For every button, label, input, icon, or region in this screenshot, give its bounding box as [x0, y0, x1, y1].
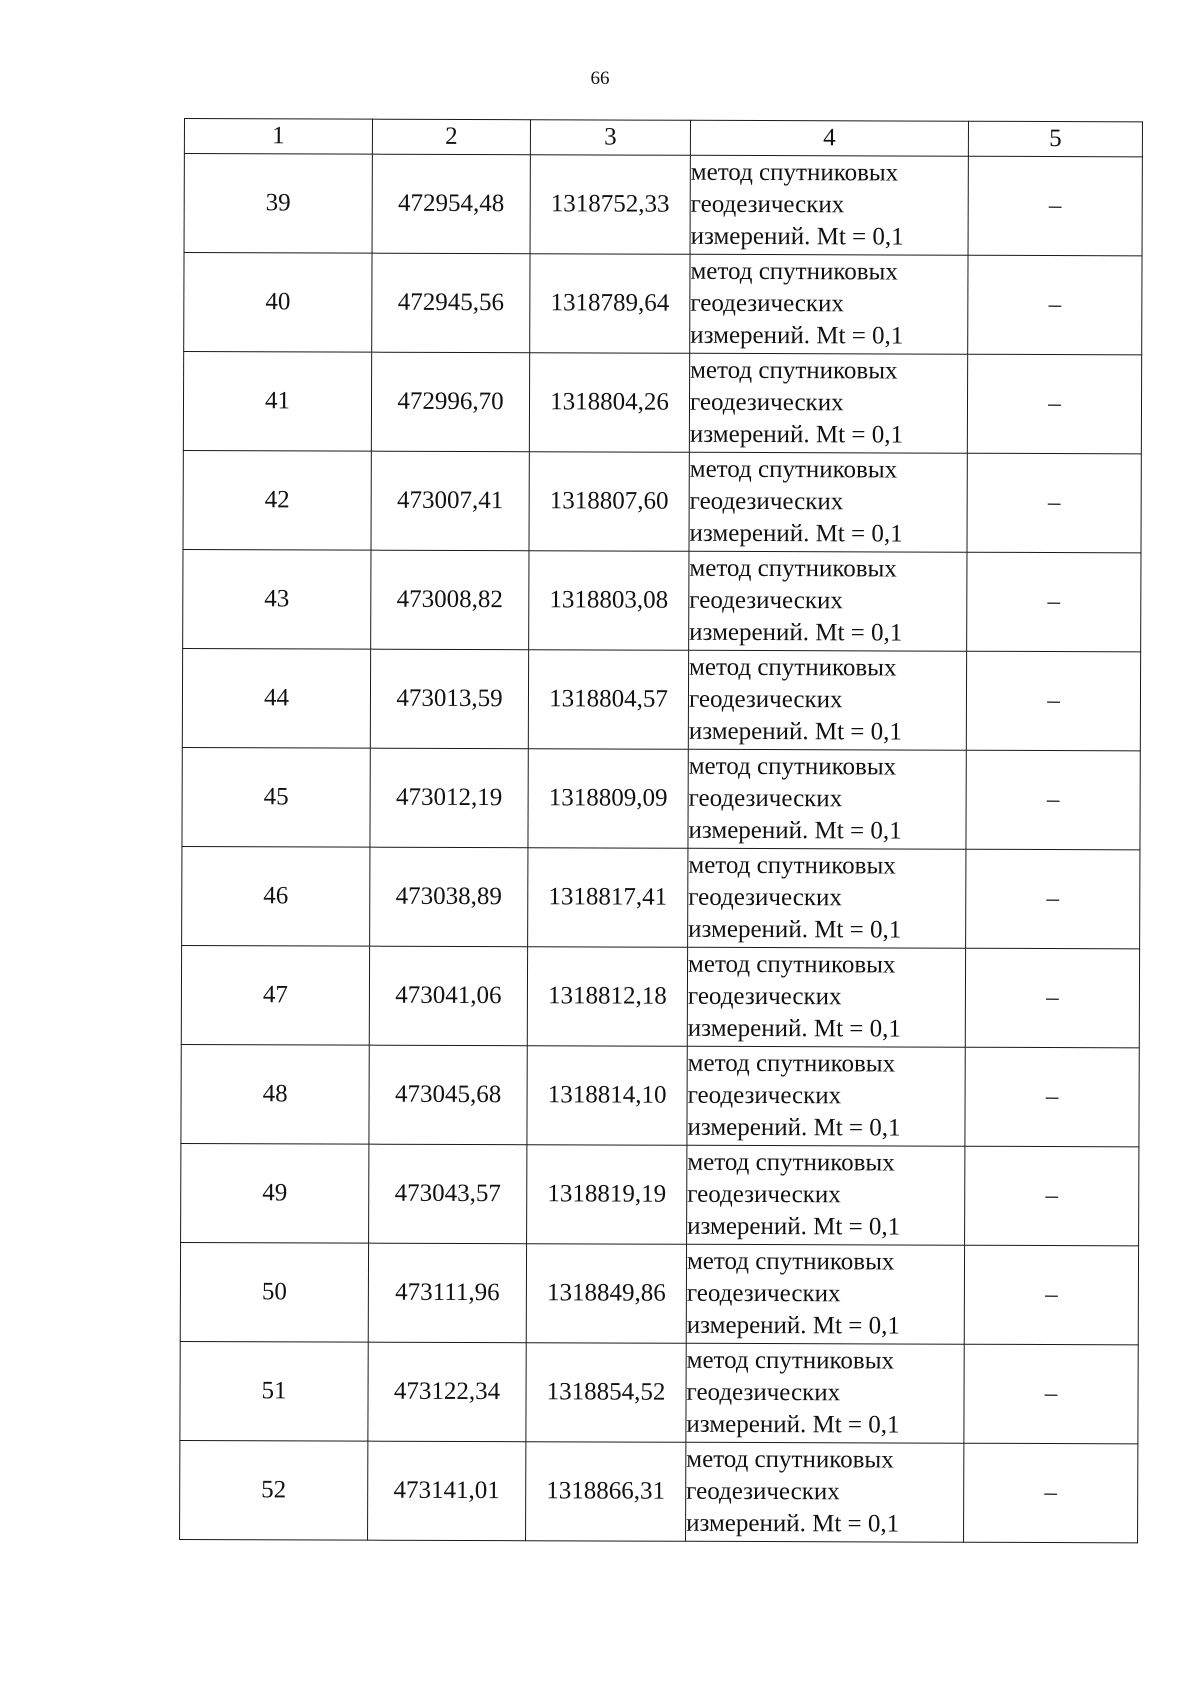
point-number-cell: 45 [182, 747, 370, 847]
x-coordinate-cell: 472954,48 [372, 154, 530, 254]
point-number-cell: 42 [183, 450, 371, 550]
x-coordinate-cell: 473007,41 [371, 451, 529, 551]
point-number-cell: 48 [181, 1044, 369, 1144]
note-cell: – [967, 552, 1141, 652]
x-coordinate-cell: 472945,56 [372, 253, 530, 353]
x-coordinate-cell: 473041,06 [369, 946, 527, 1046]
note-cell: – [968, 156, 1142, 256]
table-row [181, 945, 1139, 1047]
method-cell: метод спутниковых геодезических измерений. Mt = 0,1 [689, 551, 967, 651]
method-cell: метод спутниковых геодезических измерений. Mt = 0,1 [687, 1145, 965, 1245]
note-cell: – [967, 354, 1141, 454]
x-coordinate-cell: 473008,82 [371, 550, 529, 650]
point-number-cell: 47 [181, 945, 369, 1045]
method-cell: метод спутниковых геодезических измерений. Mt = 0,1 [690, 254, 968, 354]
coordinates-table [179, 118, 1143, 1543]
table-row [183, 450, 1141, 552]
y-coordinate-cell: 1318803,08 [529, 551, 689, 651]
coordinates-table-wrapper [179, 118, 1142, 1543]
y-coordinate-cell: 1318809,09 [528, 749, 688, 849]
method-cell: метод спутниковых геодезических измерений. Mt = 0,1 [686, 1244, 964, 1344]
header-cell: 1 [184, 119, 372, 155]
table-row [183, 352, 1141, 454]
method-cell: метод спутниковых геодезических измерений. Mt = 0,1 [686, 1343, 964, 1443]
point-number-cell: 40 [184, 253, 372, 353]
x-coordinate-cell: 473122,34 [368, 1342, 526, 1442]
method-cell: метод спутниковых геодезических измерений. Mt = 0,1 [689, 452, 967, 552]
method-cell: метод спутниковых геодезических измерений. Mt = 0,1 [688, 650, 966, 750]
note-cell: – [964, 1344, 1138, 1444]
page-number: 66 [590, 68, 610, 89]
method-cell: метод спутниковых геодезических измерений. Mt = 0,1 [687, 947, 965, 1047]
note-cell: – [966, 651, 1140, 751]
point-number-cell: 49 [181, 1143, 369, 1243]
x-coordinate-cell: 473013,59 [370, 649, 528, 749]
header-cell: 5 [968, 121, 1142, 157]
y-coordinate-cell: 1318789,64 [530, 254, 690, 354]
header-cell: 3 [530, 120, 690, 156]
point-number-cell: 43 [183, 549, 371, 649]
method-cell: метод спутниковых геодезических измерений. Mt = 0,1 [688, 848, 966, 948]
method-cell: метод спутниковых геодезических измерений. Mt = 0,1 [689, 353, 967, 453]
point-number-cell: 50 [180, 1242, 368, 1342]
y-coordinate-cell: 1318817,41 [528, 848, 688, 948]
point-number-cell: 39 [184, 154, 372, 254]
method-cell: метод спутниковых геодезических измерений. Mt = 0,1 [686, 1442, 964, 1542]
table-body [180, 119, 1143, 1543]
x-coordinate-cell: 473043,57 [369, 1144, 527, 1244]
x-coordinate-cell: 473045,68 [369, 1045, 527, 1145]
note-cell: – [965, 1047, 1139, 1147]
method-cell: метод спутниковых геодезических измерений. Mt = 0,1 [690, 155, 968, 255]
x-coordinate-cell: 473111,96 [368, 1243, 526, 1343]
note-cell: – [965, 948, 1139, 1048]
x-coordinate-cell: 472996,70 [371, 352, 529, 452]
y-coordinate-cell: 1318752,33 [530, 155, 690, 255]
y-coordinate-cell: 1318814,10 [527, 1046, 687, 1146]
point-number-cell: 41 [183, 352, 371, 452]
header-cell: 4 [690, 120, 968, 156]
y-coordinate-cell: 1318804,57 [528, 650, 688, 750]
note-cell: – [964, 1443, 1138, 1543]
note-cell: – [965, 1146, 1139, 1246]
y-coordinate-cell: 1318812,18 [527, 947, 687, 1047]
note-cell: – [966, 750, 1140, 850]
table-row [182, 648, 1140, 750]
table-row [181, 1044, 1139, 1146]
table-row [180, 1242, 1138, 1344]
y-coordinate-cell: 1318866,31 [526, 1442, 686, 1542]
y-coordinate-cell: 1318807,60 [529, 452, 689, 552]
note-cell: – [964, 1245, 1138, 1345]
table-row [180, 1341, 1138, 1443]
y-coordinate-cell: 1318819,19 [527, 1145, 687, 1245]
table-row [182, 747, 1140, 849]
method-cell: метод спутниковых геодезических измерений. Mt = 0,1 [687, 1046, 965, 1146]
x-coordinate-cell: 473038,89 [370, 847, 528, 947]
point-number-cell: 51 [180, 1341, 368, 1441]
y-coordinate-cell: 1318804,26 [529, 353, 689, 453]
point-number-cell: 46 [182, 846, 370, 946]
table-row [182, 846, 1140, 948]
method-cell: метод спутниковых геодезических измерений. Mt = 0,1 [688, 749, 966, 849]
y-coordinate-cell: 1318854,52 [526, 1343, 686, 1443]
note-cell: – [967, 453, 1141, 553]
x-coordinate-cell: 473141,01 [368, 1441, 526, 1541]
note-cell: – [966, 849, 1140, 949]
table-row [181, 1143, 1139, 1245]
y-coordinate-cell: 1318849,86 [526, 1244, 686, 1344]
table-row [180, 1440, 1138, 1542]
note-cell: – [968, 255, 1142, 355]
table-row [184, 154, 1142, 256]
table-row [183, 549, 1141, 651]
x-coordinate-cell: 473012,19 [370, 748, 528, 848]
point-number-cell: 44 [182, 648, 370, 748]
point-number-cell: 52 [180, 1440, 368, 1540]
table-header-row [184, 119, 1142, 157]
header-cell: 2 [372, 119, 530, 155]
table-row [184, 253, 1142, 355]
